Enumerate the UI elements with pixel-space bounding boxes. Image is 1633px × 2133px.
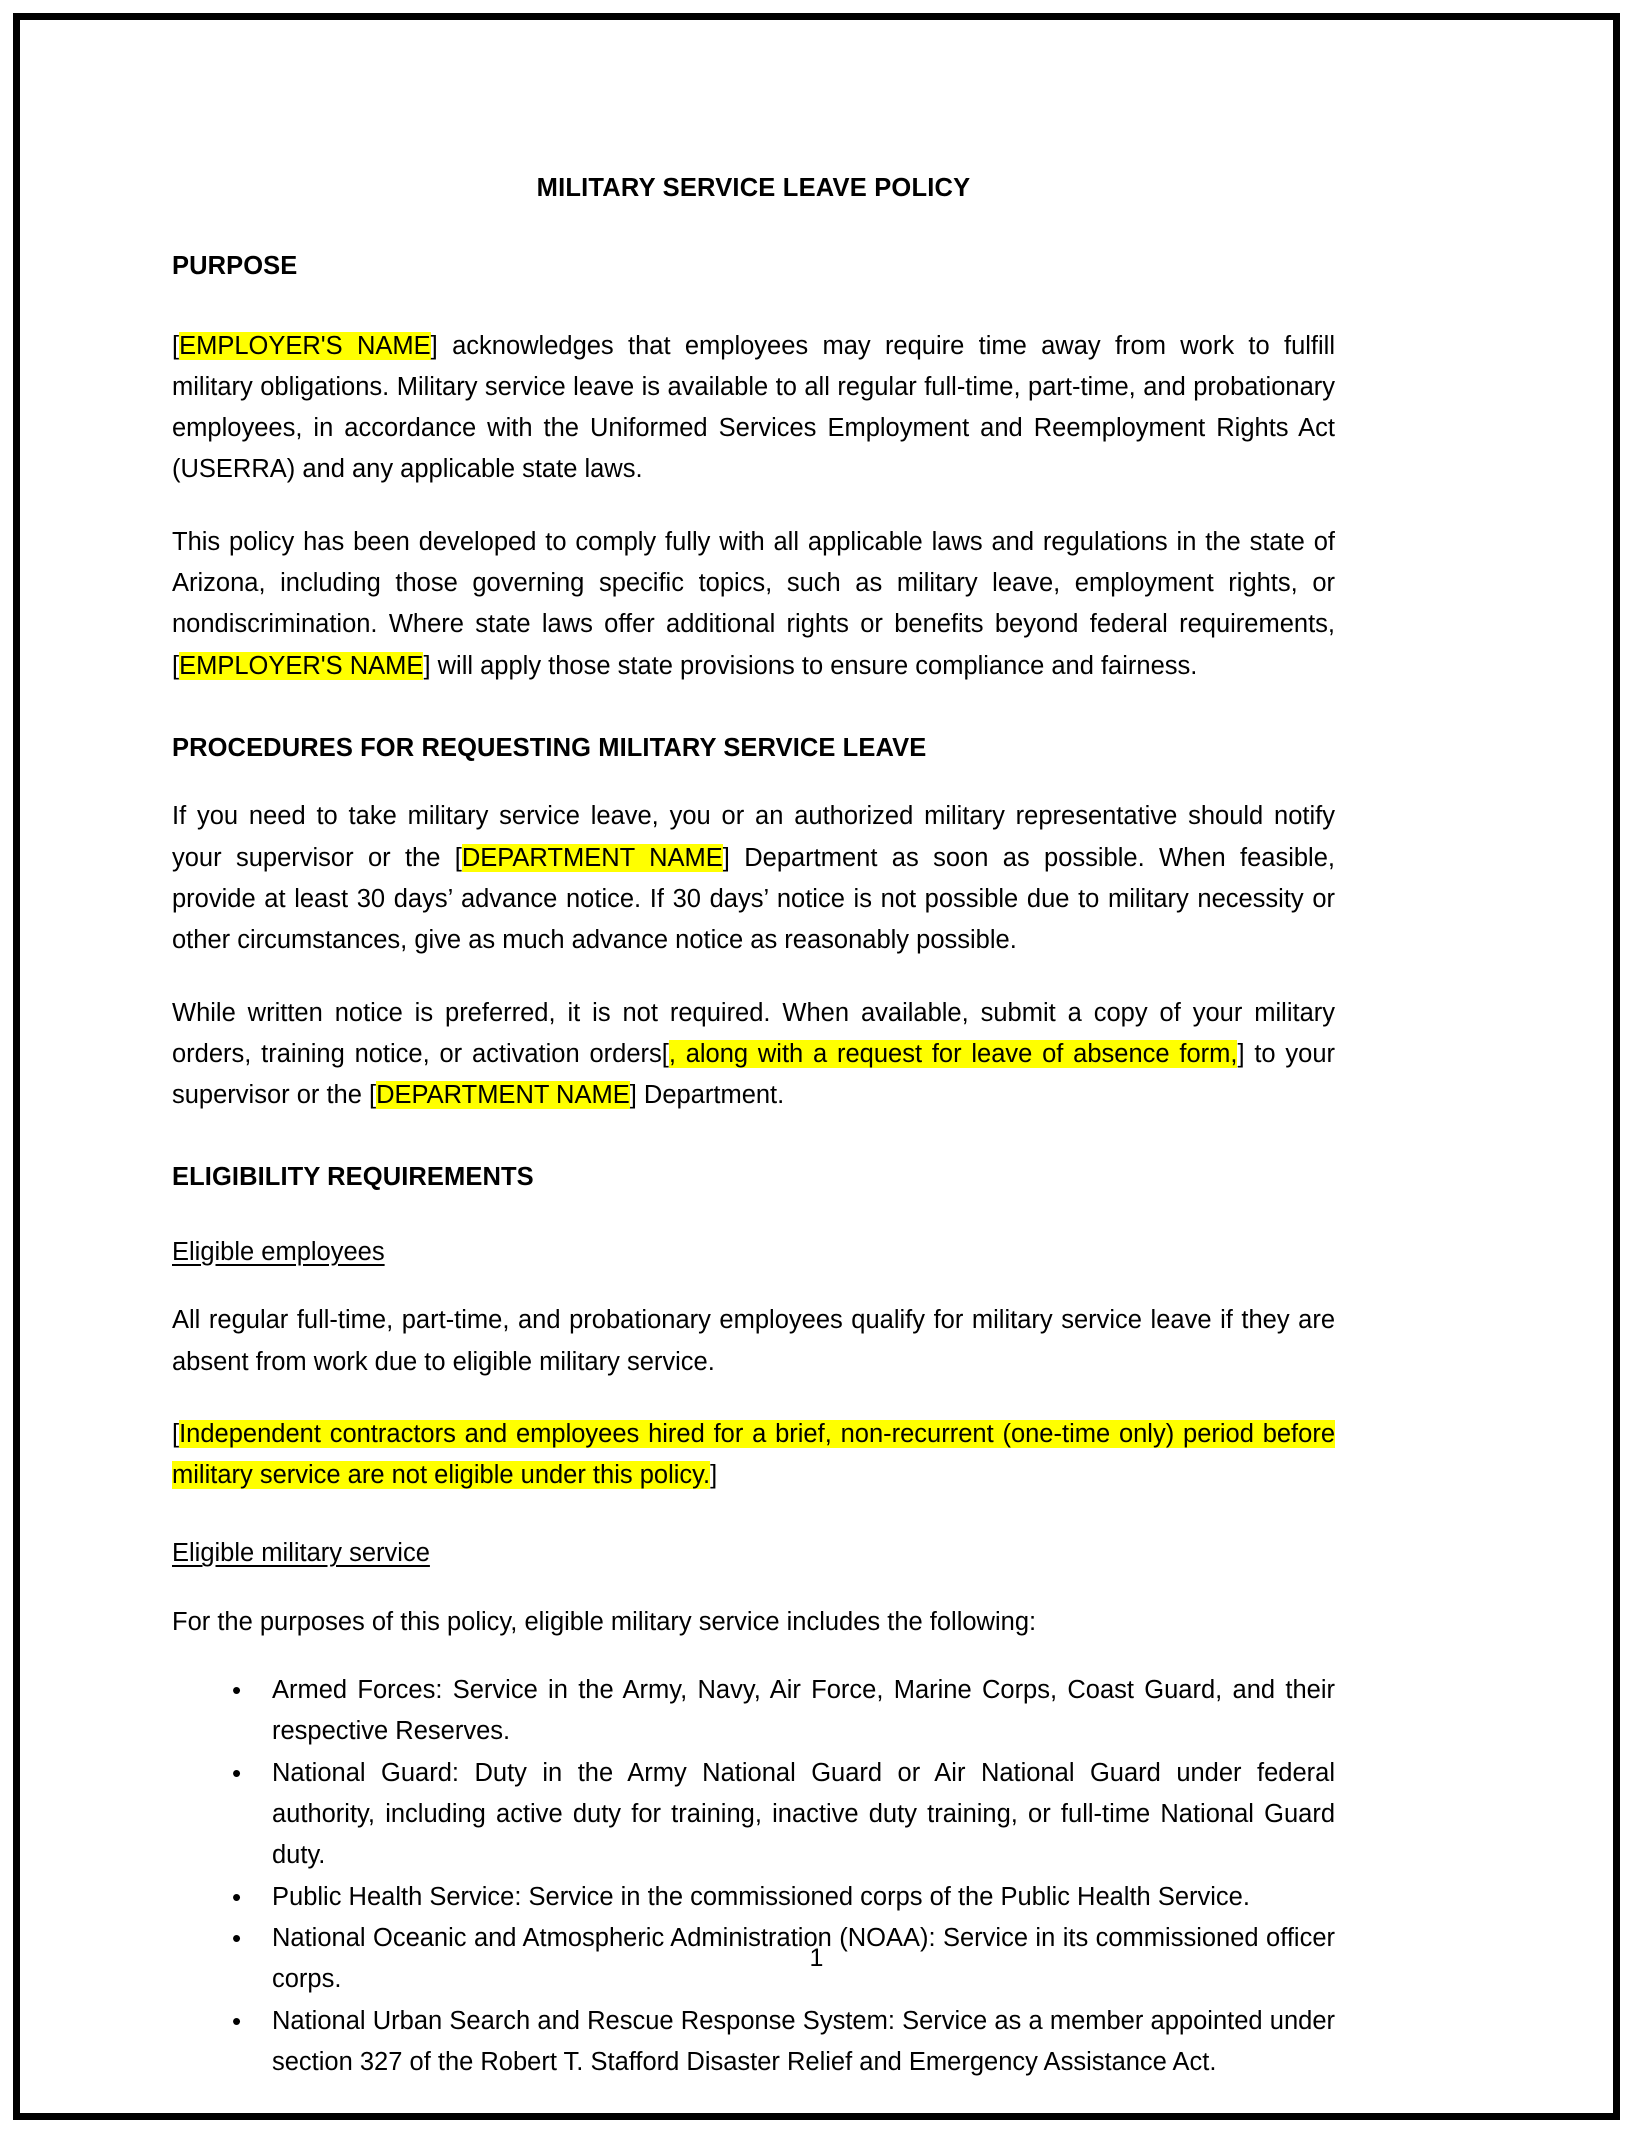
bracket-open: [ — [172, 651, 180, 680]
placeholder-employers-name: EMPLOYER'S NAME — [179, 651, 424, 680]
procedures-paragraph-2-rest: Department. — [636, 1081, 785, 1110]
procedures-paragraph-2-lead: While written notice is preferred, it is not required. When available, submit a copy of your military orders, training notice, or activation orders — [172, 998, 1335, 1068]
bracket-open: [ — [661, 1039, 669, 1068]
bracket-close: ] — [722, 843, 730, 872]
purpose-paragraph-2-lead: This policy has been developed to comply fully with all applicable laws and regulations in the state of Arizona, including those governing specific topics, such as military leave, employment rights, or nondiscrimination. Where state laws offer additional rights or benefits beyond federal requirements, — [172, 527, 1335, 639]
placeholder-employers-name: EMPLOYER'S NAME — [179, 331, 431, 360]
list-item: • National Urban Search and Rescue Response System: Service as a member appointed under section 327 of the Robert T. Stafford Disaster Relief and Emergency Assistance Act. — [172, 2001, 1335, 2084]
placeholder-department-name: DEPARTMENT NAME — [376, 1081, 630, 1110]
bracket-close: ] — [710, 1461, 718, 1490]
procedures-paragraph-1 — [172, 796, 1335, 961]
sub-heading-eligible-employees: Eligible employees — [172, 1237, 385, 1266]
eligible-employees-paragraph: All regular full-time, part-time, and probationary employees qualify for military service leave if they are absent from work due to eligible military service. — [172, 1306, 1335, 1376]
ineligible-note-paragraph — [172, 1414, 1335, 1497]
bracket-close: ] — [423, 651, 431, 680]
highlighted-ineligibility-clause: Independent contractors and employees hired for a brief, non-recurrent (one-time only) period before military service are not eligible under this policy. — [172, 1419, 1335, 1490]
list-item: • National Oceanic and Atmospheric Administration (NOAA): Service in its commissioned officer corps. — [172, 1918, 1335, 2001]
purpose-paragraph-2 — [172, 522, 1335, 687]
purpose-paragraph-2-rest: will apply those state provisions to ensure compliance and fairness. — [430, 651, 1198, 680]
procedures-paragraph-1-lead: If you need to take military service leave, you or an authorized military representative should notify your supervisor or the — [172, 802, 1335, 872]
procedures-paragraph-1-rest: Department as soon as possible. When feasible, provide at least 30 days’ advance notice. If 30 days’ notice is not possible due to military necessity or other circumstances, give as much advance notice as reasonably possible. — [172, 843, 1335, 955]
section-heading-purpose: PURPOSE — [172, 252, 298, 281]
list-item: • Public Health Service: Service in the commissioned corps of the Public Health Service. — [172, 1877, 1335, 1918]
sub-heading-eligible-military-service: Eligible military service — [172, 1539, 430, 1568]
bracket-open: [ — [172, 331, 180, 360]
section-heading-procedures: PROCEDURES FOR REQUESTING MILITARY SERVICE LEAVE — [172, 733, 927, 762]
document-page — [20, 20, 1613, 2113]
bracket-close: ] — [430, 331, 438, 360]
section-heading-eligibility: ELIGIBILITY REQUIREMENTS — [172, 1163, 534, 1192]
bracket-open: [ — [369, 1081, 377, 1110]
page-number: 1 — [809, 1944, 824, 1972]
placeholder-leave-of-absence-form: , along with a request for leave of absence form, — [668, 1039, 1238, 1068]
eligible-military-service-list — [172, 1670, 1335, 2083]
procedures-paragraph-2-mid: to your supervisor or the — [172, 1039, 1336, 1110]
bracket-open: [ — [454, 843, 462, 872]
document-page-frame — [13, 13, 1620, 2120]
document-content-column — [172, 20, 1335, 2083]
list-item: • Armed Forces: Service in the Army, Navy, Air Force, Marine Corps, Coast Guard, and their respective Reserves. — [172, 1670, 1335, 1753]
purpose-paragraph-1 — [172, 326, 1335, 491]
eligible-military-service-intro: For the purposes of this policy, eligible military service includes the following: — [172, 1607, 1037, 1636]
purpose-paragraph-1-text: acknowledges that employees may require time away from work to fulfill military obligations. Military service leave is available to all regular full-time, part-time, and probationary employees, in accordance with the Uniformed Services Employment and Reemployment Rights Act (USERRA) and any applicable state laws. — [172, 331, 1335, 484]
bracket-open: [ — [172, 1419, 180, 1448]
bracket-close: ] — [1237, 1039, 1245, 1068]
placeholder-department-name: DEPARTMENT NAME — [461, 843, 723, 872]
document-title: MILITARY SERVICE LEAVE POLICY — [536, 174, 971, 202]
bracket-close: ] — [629, 1081, 637, 1110]
procedures-paragraph-2 — [172, 993, 1335, 1117]
list-item: • National Guard: Duty in the Army National Guard or Air National Guard under federal authority, including active duty for training, inactive duty training, or full-time National Guard duty. — [172, 1753, 1335, 1877]
